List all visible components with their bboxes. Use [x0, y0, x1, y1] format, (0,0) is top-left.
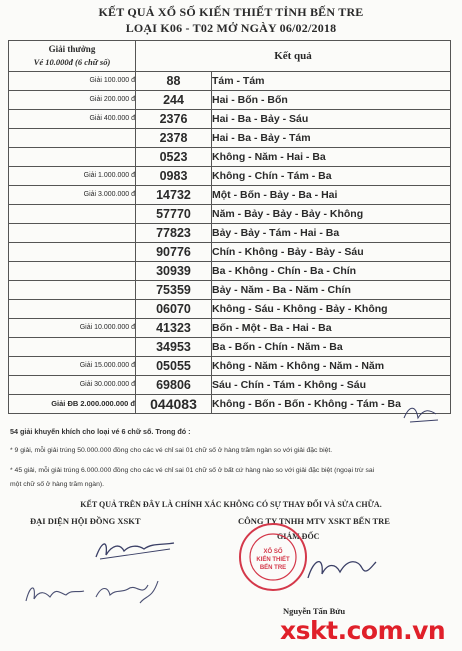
prize-cell — [9, 338, 136, 357]
result-row — [9, 376, 451, 395]
result-row — [9, 281, 451, 300]
winning-number: 69806 — [136, 376, 212, 395]
prize-column-header — [9, 41, 136, 72]
number-in-words: Một - Bốn - Bảy - Ba - Hai — [212, 186, 451, 205]
winning-number: 77823 — [136, 224, 212, 243]
company-stamp — [238, 522, 308, 592]
prize-cell: Giải 100.000 đ — [9, 72, 136, 91]
director-name: Nguyễn Tấn Bửu — [283, 606, 346, 616]
prize-cell — [9, 148, 136, 167]
result-row — [9, 262, 451, 281]
number-in-words: Bảy - Năm - Ba - Năm - Chín — [212, 281, 451, 300]
confirmation-statement: KẾT QUẢ TRÊN ĐÂY LÀ CHÍNH XÁC KHÔNG CÓ SỰ THAY ĐỔI VÀ SỬA CHỮA. — [80, 500, 382, 509]
number-in-words: Tám - Tám — [212, 72, 451, 91]
number-in-words: Sáu - Chín - Tám - Không - Sáu — [212, 376, 451, 395]
prize-cell: Giải ĐB 2.000.000.000 đ — [9, 395, 136, 414]
result-row — [9, 148, 451, 167]
number-in-words: Hai - Ba - Bảy - Sáu — [212, 110, 451, 129]
corner-initials — [400, 400, 445, 428]
number-in-words: Bảy - Bảy - Tám - Hai - Ba — [212, 224, 451, 243]
prize-cell — [9, 281, 136, 300]
consolation-note-1: * 9 giải, mỗi giải trúng 50.000.000 đồng cho các vé chỉ sai 01 chữ số ở hàng trăm ngàn so với giải đặc biệt. — [10, 447, 333, 454]
winning-number: 05055 — [136, 357, 212, 376]
prize-header-subtitle: Vé 10.000đ (6 chữ số) — [33, 57, 111, 67]
prize-cell: Giải 15.000.000 đ — [9, 357, 136, 376]
result-row — [9, 186, 451, 205]
winning-number: 14732 — [136, 186, 212, 205]
result-row — [9, 319, 451, 338]
company-name: CÔNG TY TNHH MTV XSKT BẾN TRE — [238, 516, 390, 526]
director-signature — [300, 550, 380, 590]
prize-cell — [9, 205, 136, 224]
consolation-note-2: * 45 giải, mỗi giải trúng 6.000.000 đồng cho các vé chỉ sai 01 chữ số ở bất cứ hàng nào so với giải đặc biệt (ngoại trừ sai — [10, 467, 375, 474]
number-in-words: Không - Bốn - Bốn - Không - Tám - Ba — [212, 395, 451, 414]
result-row — [9, 395, 451, 414]
number-in-words: Ba - Không - Chín - Ba - Chín — [212, 262, 451, 281]
director-title: GIÁM ĐỐC — [277, 532, 320, 541]
prize-cell: Giải 200.000 đ — [9, 91, 136, 110]
result-row — [9, 110, 451, 129]
number-in-words: Hai - Ba - Bảy - Tám — [212, 129, 451, 148]
brand-watermark: xskt.com.vn — [280, 616, 446, 645]
result-row — [9, 300, 451, 319]
council-representative-label: ĐẠI DIỆN HỘI ĐỒNG XSKT — [30, 516, 141, 526]
results-table — [8, 40, 451, 414]
winning-number: 0523 — [136, 148, 212, 167]
result-row — [9, 243, 451, 262]
result-row — [9, 224, 451, 243]
prize-cell — [9, 243, 136, 262]
result-row — [9, 357, 451, 376]
prize-cell — [9, 262, 136, 281]
winning-number: 2376 — [136, 110, 212, 129]
result-row — [9, 129, 451, 148]
prize-cell: Giải 400.000 đ — [9, 110, 136, 129]
document-subtitle: LOẠI K06 - T02 MỞ NGÀY 06/02/2018 — [125, 21, 337, 35]
prize-cell: Giải 10.000.000 đ — [9, 319, 136, 338]
number-in-words: Ba - Bốn - Chín - Năm - Ba — [212, 338, 451, 357]
prize-cell: Giải 3.000.000 đ — [9, 186, 136, 205]
council-signature-2 — [20, 575, 170, 610]
council-signature-1 — [90, 535, 180, 565]
results-body — [9, 72, 451, 414]
result-row — [9, 167, 451, 186]
prize-header-title: Giải thưởng — [48, 44, 96, 54]
result-row — [9, 72, 451, 91]
number-in-words: Không - Chín - Tám - Ba — [212, 167, 451, 186]
svg-text:XỔ SỐ: XỔ SỐ — [263, 549, 283, 555]
prize-cell — [9, 224, 136, 243]
number-in-words: Không - Năm - Hai - Ba — [212, 148, 451, 167]
winning-number: 044083 — [136, 395, 212, 414]
winning-number: 41323 — [136, 319, 212, 338]
prize-cell — [9, 300, 136, 319]
number-in-words: Chín - Không - Bảy - Bảy - Sáu — [212, 243, 451, 262]
result-row — [9, 338, 451, 357]
winning-number: 75359 — [136, 281, 212, 300]
consolation-summary: 54 giải khuyến khích cho loại vé 6 chữ số. Trong đó : — [10, 427, 191, 436]
prize-cell — [9, 129, 136, 148]
winning-number: 57770 — [136, 205, 212, 224]
document-title: KẾT QUẢ XỔ SỐ KIẾN THIẾT TỈNH BẾN TRE — [98, 5, 364, 19]
number-in-words: Bốn - Một - Ba - Hai - Ba — [212, 319, 451, 338]
number-in-words: Không - Năm - Không - Năm - Năm — [212, 357, 451, 376]
winning-number: 30939 — [136, 262, 212, 281]
result-row — [9, 91, 451, 110]
result-column-header: Kết quả — [136, 41, 451, 72]
winning-number: 88 — [136, 72, 212, 91]
winning-number: 34953 — [136, 338, 212, 357]
prize-cell: Giải 1.000.000 đ — [9, 167, 136, 186]
number-in-words: Hai - Bốn - Bốn — [212, 91, 451, 110]
winning-number: 90776 — [136, 243, 212, 262]
svg-text:BẾN TRE: BẾN TRE — [259, 565, 287, 571]
number-in-words: Năm - Bảy - Bảy - Bảy - Không — [212, 205, 451, 224]
result-row — [9, 205, 451, 224]
winning-number: 06070 — [136, 300, 212, 319]
consolation-note-2-cont: một chữ số ở hàng trăm ngàn). — [10, 481, 105, 488]
winning-number: 0983 — [136, 167, 212, 186]
winning-number: 244 — [136, 91, 212, 110]
number-in-words: Không - Sáu - Không - Bảy - Không — [212, 300, 451, 319]
prize-cell: Giải 30.000.000 đ — [9, 376, 136, 395]
svg-text:KIẾN THIẾT: KIẾN THIẾT — [256, 557, 290, 563]
winning-number: 2378 — [136, 129, 212, 148]
